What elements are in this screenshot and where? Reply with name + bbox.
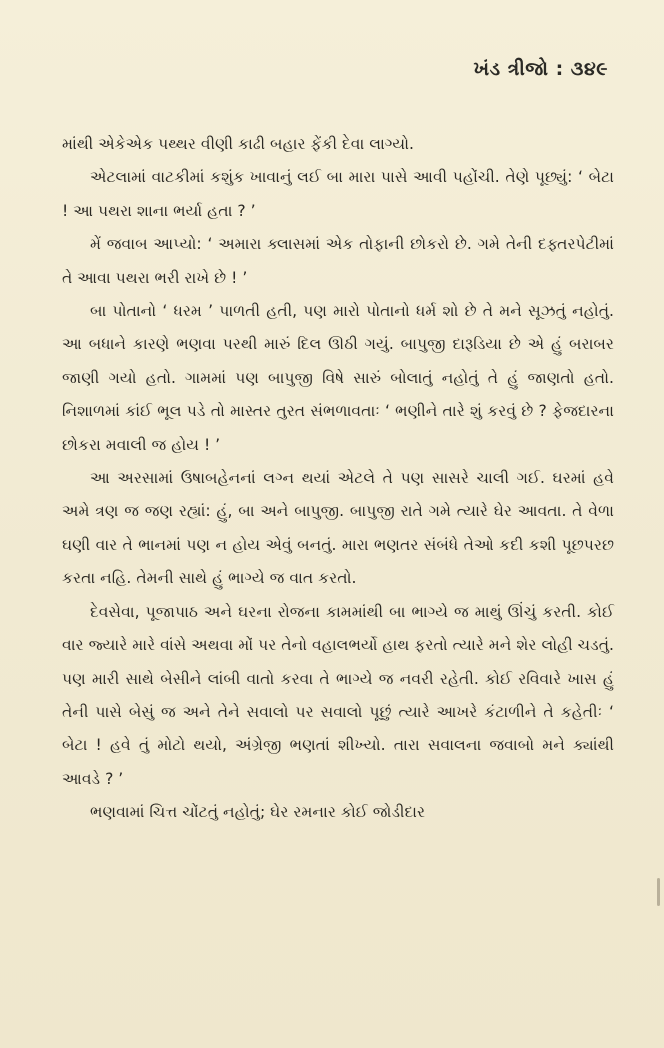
page-body — [62, 128, 614, 830]
running-head: ખંડ ત્રીજો : ૩૪૯ — [473, 58, 608, 80]
page-edge-mark — [657, 878, 660, 906]
paragraph: મેં જવાબ આપ્યો: ‘ અમારા ક્લાસમાં એક તોફાની છોકરો છે. ગમે તેની દફ્તરપેટીમાં તે આવા પથરા ભરી રાખે છે ! ’ — [62, 235, 614, 287]
paragraph-last: ભણવામાં ચિત્ત ચોંટતું નહોતું; ઘેર રમનાર કોઈ જોડીદાર — [90, 803, 426, 822]
paragraph: દેવસેવા, પૂજાપાઠ અને ઘરના રોજના કામમાંથી બા ભાગ્યે જ માથું ઊંચું કરતી. કોઈ વાર જ્યારે મારે વાંસે અથવા મોં પર તેનો વહાલભર્યો હાથ ફરતો ત્યારે મને શેર લોહી ચડતું. પણ મારી સાથે બેસીને લાંબી વાતો કરવા તે ભાગ્યે જ નવરી રહેતી. કોઈ રવિવારે ખાસ હું તેની પાસે બેસું જ અને તેને સવાલો પર સવાલો પૂછું ત્યારે આખરે કંટાળીને તે કહેતીઃ ‘ બેટા ! હવે તું મોટો થયો, અંગ્રેજી ભણતાં શીખ્યો. તારા સવાલના જવાબો મને ક્યાંથી આવડે ? ’ — [62, 602, 614, 788]
paragraph: આ અરસામાં ઉષાબહેનનાં લગ્ન થયાં એટલે તે પણ સાસરે ચાલી ગઈ. ઘરમાં હવે અમે ત્રણ જ જણ રહ્યાં: હું, બા અને બાપુજી. બાપુજી રાતે ગમે ત્યારે ઘેર આવતા. તે વેળા ઘણી વાર તે ભાનમાં પણ ન હોય એવું બનતું. મારા ભણતર સંબંધે તેઓ કદી કશી પૂછપરછ કરતા નહિ. તેમની સાથે હું ભાગ્યે જ વાત કરતો. — [62, 469, 614, 588]
paragraph-continuation: માંથી એકેએક પથ્થર વીણી કાઢી બહાર ફેંકી દેવા લાગ્યો. — [62, 135, 414, 153]
paragraph: બા પોતાનો ‘ ધરમ ’ પાળતી હતી, પણ મારો પોતાનો ધર્મ શો છે તે મને સૂઝતું નહોતું. આ બધાને કારણે ભણવા પરથી મારું દિલ ઊઠી ગયું. બાપુજી દારૂડિયા છે એ હું બરાબર જાણી ગયો હતો. ગામમાં પણ બાપુજી વિષે સારું બોલાતું નહોતું તે હું જાણતો હતો. નિશાળમાં કાંઈ ભૂલ પડે તો માસ્તર તુરત સંભળાવતાઃ ‘ ભણીને તારે શું કરવું છે ? ફેજદારના છોકરા મવાલી જ હોય ! ’ — [62, 302, 614, 454]
paragraph: એટલામાં વાટકીમાં કશુંક ખાવાનું લઈ બા મારા પાસે આવી પહોંચી. તેણે પૂછ્યું: ‘ બેટા ! આ પથરા શાના ભર્યા હતા ? ’ — [62, 168, 614, 220]
